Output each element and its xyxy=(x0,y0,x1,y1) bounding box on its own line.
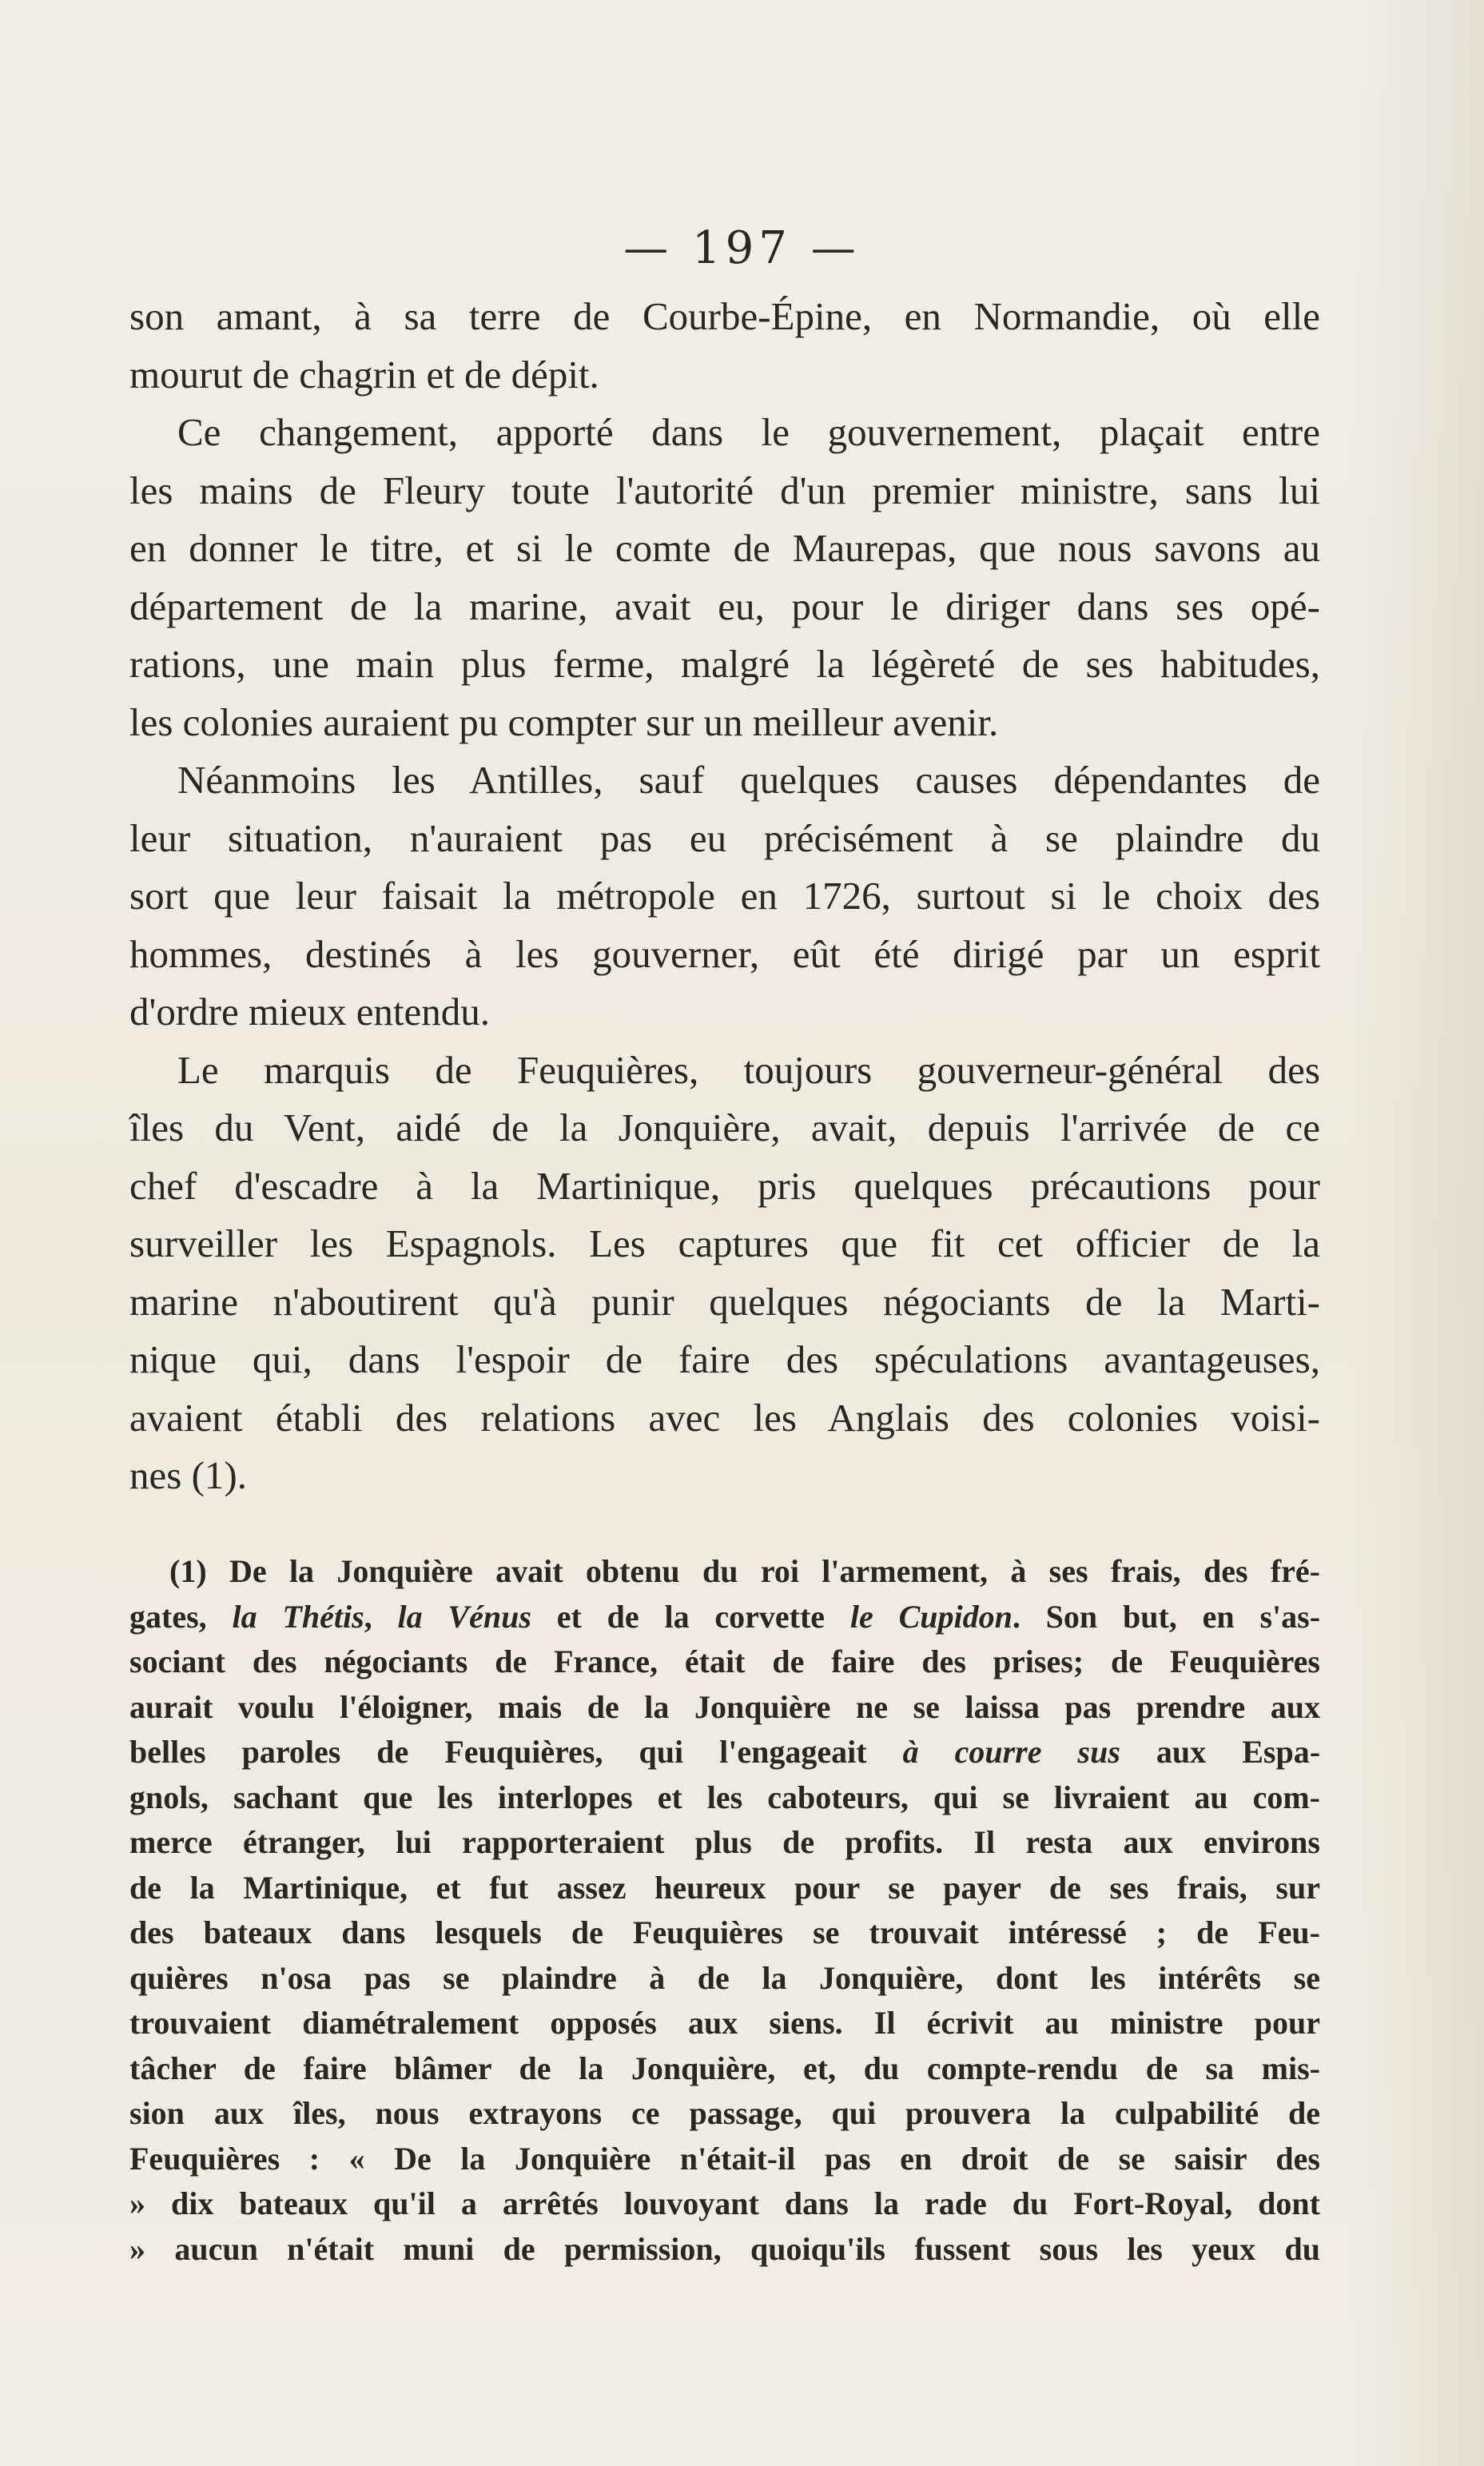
text-line: les colonies auraient pu compter sur un meilleur avenir. xyxy=(129,699,999,744)
footnote-line: trouvaient diamétralement opposés aux siens. Il écrivit au ministre pour xyxy=(129,2005,1320,2041)
footnote-line: belles paroles de Feuquières, qui l'engageait à courre sus aux Espa- xyxy=(129,1734,1321,1770)
footnote-line: » dix bateaux qu'il a arrêtés louvoyant dans la rade du Fort-Royal, dont xyxy=(129,2185,1320,2221)
footnote-line: merce étranger, lui rapporteraient plus de profits. Il resta aux environs xyxy=(129,1824,1320,1860)
footnote-block xyxy=(129,1549,1320,2272)
text-line: sort que leur faisait la métropole en 1726, surtout si le choix des xyxy=(129,874,1320,918)
text-line: d'ordre mieux entendu. xyxy=(129,990,491,1034)
main-text xyxy=(129,288,1320,1505)
footnote-line: (1) De la Jonquière avait obtenu du roi l'armement, à ses frais, des fré- xyxy=(169,1553,1320,1589)
text-line: marine n'aboutirent qu'à punir quelques négociants de la Marti- xyxy=(129,1279,1320,1324)
text-line: son amant, à sa terre de Courbe-Épine, en Normandie, où elle xyxy=(129,294,1320,338)
text-line: département de la marine, avait eu, pour le diriger dans ses opé- xyxy=(129,584,1320,628)
text-line: îles du Vent, aidé de la Jonquière, avait, depuis l'arrivée de ce xyxy=(129,1106,1320,1149)
text-line: les mains de Fleury toute l'autorité d'un premier ministre, sans lui xyxy=(129,468,1320,512)
text-line: mourut de chagrin et de dépit. xyxy=(129,352,599,396)
text-line: Néanmoins les Antilles, sauf quelques causes dépendantes de xyxy=(177,758,1320,802)
footnote-line: de la Martinique, et fut assez heureux pour se payer de ses frais, sur xyxy=(129,1869,1320,1906)
footnote-line: quières n'osa pas se plaindre à de la Jonquière, dont les intérêts se xyxy=(129,1959,1320,1996)
footnote-line: Feuquières : « De la Jonquière n'était-il pas en droit de se saisir des xyxy=(129,2140,1320,2177)
text-line: Ce changement, apporté dans le gouvernement, plaçait entre xyxy=(177,410,1320,454)
footnote-line: sociant des négociants de France, était de faire des prises; de Feuquières xyxy=(129,1643,1320,1679)
footnote-line: des bateaux dans lesquels de Feuquières se trouvait intéressé ; de Feu- xyxy=(129,1914,1320,1950)
text-line: en donner le titre, et si le comte de Maurepas, que nous savons au xyxy=(129,526,1320,570)
footnote-line: gates, la Thétis, la Vénus et de la corvette le Cupidon. Son but, en s'as- xyxy=(129,1598,1321,1635)
text-line: avaient établi des relations avec les Anglais des colonies voisi- xyxy=(129,1395,1320,1440)
text-line: surveiller les Espagnols. Les captures que fit cet officier de la xyxy=(129,1221,1320,1265)
footnote-line: gnols, sachant que les interlopes et les caboteurs, qui se livraient au com- xyxy=(129,1779,1320,1815)
text-line: chef d'escadre à la Martinique, pris quelques précautions pour xyxy=(129,1163,1320,1208)
page-number: — 197 — xyxy=(623,222,861,274)
text-line: hommes, destinés à les gouverner, eût été dirigé par un esprit xyxy=(129,931,1320,976)
footnote-line: aurait voulu l'éloigner, mais de la Jonquière ne se laissa pas prendre aux xyxy=(129,1688,1320,1725)
text-line: Le marquis de Feuquières, toujours gouverneur-général des xyxy=(177,1047,1320,1092)
footnote-line: » aucun n'était muni de permission, quoiqu'ils fussent sous les yeux du xyxy=(129,2230,1320,2267)
page-edge-shadow xyxy=(1351,0,1484,2466)
footnote-line: tâcher de faire blâmer de la Jonquière, et, du compte-rendu de sa mis- xyxy=(129,2050,1320,2086)
text-line: rations, une main plus ferme, malgré la légèreté de ses habitudes, xyxy=(129,642,1320,686)
text-line: nes (1). xyxy=(129,1453,247,1497)
footnote-line: sion aux îles, nous extrayons ce passage, qui prouvera la culpabilité de xyxy=(129,2095,1320,2131)
text-line: nique qui, dans l'espoir de faire des spéculations avantageuses, xyxy=(129,1337,1320,1381)
text-line: leur situation, n'auraient pas eu précisément à se plaindre du xyxy=(129,815,1320,860)
